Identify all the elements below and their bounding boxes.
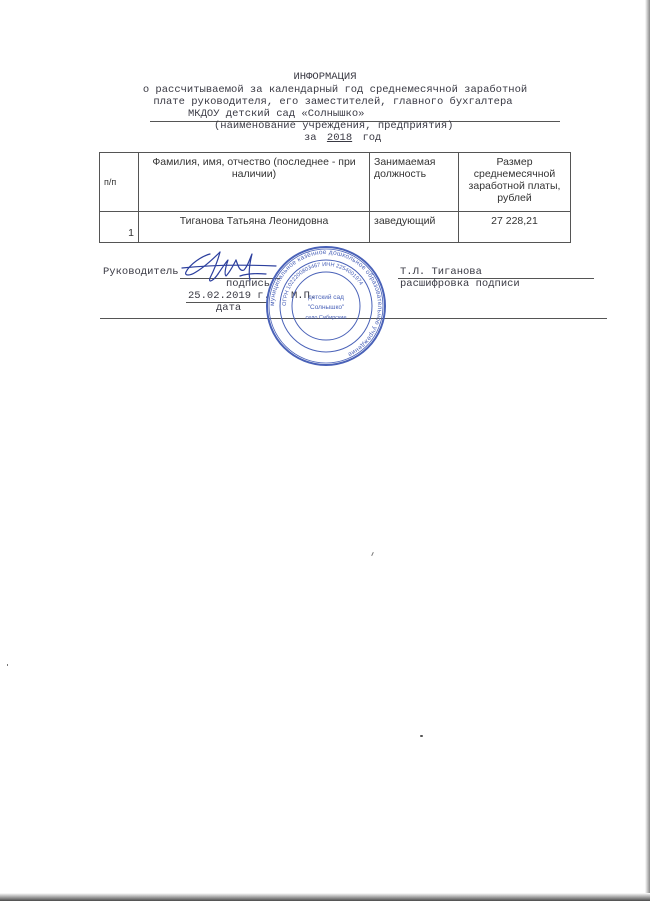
table-row — [100, 212, 571, 243]
signature-date: 25.02.2019 г. — [188, 290, 270, 302]
institution-caption: (наименование учреждения, предприятия) — [214, 120, 454, 132]
table-header-row — [100, 153, 571, 212]
row-full-name: Тиганова Татьяна Леонидовна — [139, 212, 370, 243]
scan-speck — [7, 664, 8, 666]
header-cell-position: Занимаемая должность — [370, 153, 459, 212]
stamp-place-label: М.П. — [291, 290, 317, 302]
stamp-center-line-1: детский сад — [308, 294, 344, 301]
scan-right-edge — [645, 0, 650, 901]
stamp-inner-text: ОГРН 1022200803467 ИНН 2254001974 — [281, 261, 364, 307]
year-line — [304, 132, 381, 144]
stamp-center-line-2: "Солнышко" — [307, 304, 345, 311]
year-prefix: за — [304, 132, 317, 144]
scan-speck — [371, 552, 374, 556]
institution-name: МКДОУ детский сад «Солнышко» — [188, 108, 365, 120]
header-line-2: плате руководителя, его заместителей, главного бухгалтера — [153, 96, 513, 108]
row-position: заведующий — [370, 212, 459, 243]
row-salary: 27 228,21 — [459, 212, 571, 243]
document-title: ИНФОРМАЦИЯ — [293, 71, 357, 83]
header-cell-salary: Размер среднемесячной заработной платы, рублей — [459, 153, 571, 212]
row-number: 1 — [100, 212, 139, 243]
date-caption: дата — [216, 302, 242, 314]
signature-caption: подпись — [226, 278, 271, 290]
official-stamp — [264, 244, 388, 368]
header-cell-name: Фамилия, имя, отчество (последнее - при наличии) — [139, 153, 370, 212]
signer-name: Т.Л. Тиганова — [400, 266, 482, 278]
year-suffix: год — [362, 132, 382, 144]
header-cell-number: п/п — [100, 153, 139, 212]
role-label: Руководитель — [103, 266, 179, 278]
salary-table — [99, 152, 571, 243]
scan-speck — [420, 735, 423, 737]
stamp-center-line-3: село Сибирские — [305, 315, 347, 321]
stamp-outer-text: муниципальное казённое дошкольное образовательное учреждение — [268, 248, 384, 358]
scan-bottom-edge — [0, 893, 650, 901]
year-value: 2018 — [326, 132, 353, 144]
header-line-1: о рассчитываемой за календарный год среднемесячной заработной — [142, 84, 528, 96]
name-caption: расшифровка подписи — [400, 278, 520, 290]
